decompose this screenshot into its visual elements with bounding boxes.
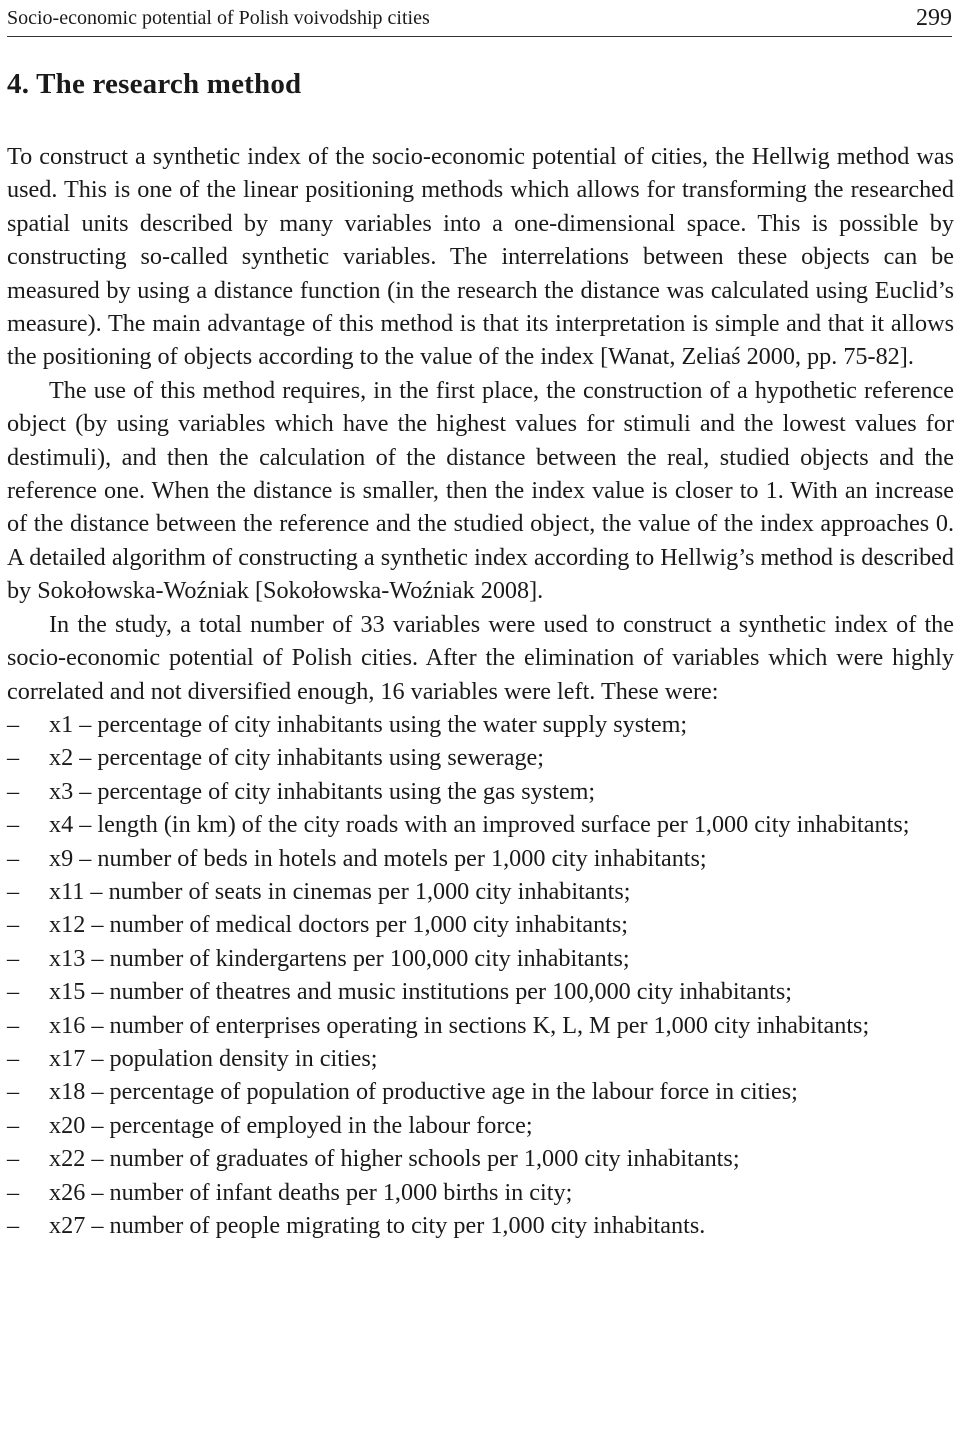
list-dash-marker: – [7, 1078, 20, 1106]
variable-list-item [7, 908, 954, 941]
list-dash-marker: – [7, 1044, 20, 1072]
section-title: 4. The research method [7, 68, 302, 100]
variable-list-item [7, 975, 954, 1008]
variable-list-item [7, 1109, 954, 1142]
list-dash-marker: – [7, 744, 20, 772]
variable-list-item [7, 708, 954, 741]
variable-description: x16 – number of enterprises operating in sections K, L, M per 1,000 city inhabitants; [49, 1011, 870, 1039]
variable-description: x20 – percentage of employed in the labour force; [49, 1111, 533, 1139]
variable-list-item [7, 741, 954, 774]
variable-list-item [7, 1075, 954, 1108]
variable-list-item [7, 1042, 954, 1075]
list-dash-marker: – [7, 877, 20, 905]
list-dash-marker: – [7, 844, 20, 872]
variable-list-item [7, 1209, 954, 1242]
variable-list [7, 708, 954, 1243]
variable-description: x15 – number of theatres and music institutions per 100,000 city inhabitants; [49, 978, 792, 1006]
paragraph-method-details: The use of this method requires, in the first place, the construction of a hypothetic reference object (by using variables which have the highest values for stimuli and the lowest values for destimuli), and then the calculation of the distance between the real, studied objects and the reference one. When the distance is smaller, then the index value is closer to 1. With an increase of the distance between the reference and the studied object, the value of the index approaches 0. A detailed algorithm of constructing a synthetic index according to Hellwig’s method is described by Sokołowska-Woźniak [Sokołowska-Woźniak 2008]. [7, 376, 954, 605]
list-dash-marker: – [7, 1111, 20, 1139]
paragraph-variables-intro: In the study, a total number of 33 variables were used to construct a synthetic index of the socio-economic potential of Polish cities. After the elimination of variables which were highly correlated and not diversified enough, 16 variables were left. These were: [7, 610, 954, 705]
page-number: 299 [916, 4, 952, 31]
list-dash-marker: – [7, 1011, 20, 1039]
header-rule [7, 36, 952, 37]
variable-description: x13 – number of kindergartens per 100,000 city inhabitants; [49, 944, 630, 972]
variable-description: x3 – percentage of city inhabitants using the gas system; [49, 777, 596, 805]
variable-list-item [7, 875, 954, 908]
paragraph-method-intro: To construct a synthetic index of the socio-economic potential of cities, the Hellwig method was used. This is one of the linear positioning methods which allows for transforming the researched spatial units described by many variables into a one-dimensional space. This is possible by constructing so-called synthetic variables. The interrelations between these objects can be measured by using a distance function (in the research the distance was calculated using Euclid’s measure). The main advantage of this method is that its interpretation is simple and that it allows the positioning of objects according to the value of the index [Wanat, Zeliaś 2000, pp. 75-82]. [7, 143, 954, 371]
variable-list-item [7, 808, 954, 841]
list-dash-marker: – [7, 710, 20, 738]
variable-description: x26 – number of infant deaths per 1,000 births in city; [49, 1178, 573, 1206]
variable-list-item [7, 1009, 954, 1042]
list-dash-marker: – [7, 1178, 20, 1206]
body-text [7, 140, 954, 1242]
variable-description: x2 – percentage of city inhabitants using sewerage; [49, 744, 545, 772]
variable-description: x9 – number of beds in hotels and motels per 1,000 city inhabitants; [49, 844, 707, 872]
list-dash-marker: – [7, 1212, 20, 1239]
list-dash-marker: – [7, 777, 20, 805]
list-dash-marker: – [7, 944, 20, 972]
variable-description: x4 – length (in km) of the city roads with an improved surface per 1,000 city inhabitants; [49, 811, 910, 839]
variable-list-item [7, 775, 954, 808]
running-title: Socio-economic potential of Polish voivodship cities [7, 6, 430, 29]
variable-description: x22 – number of graduates of higher schools per 1,000 city inhabitants; [49, 1145, 740, 1173]
variable-description: x17 – population density in cities; [49, 1044, 378, 1072]
list-dash-marker: – [7, 911, 20, 939]
running-header [7, 0, 952, 36]
list-dash-marker: – [7, 811, 20, 839]
variable-list-item [7, 1142, 954, 1175]
variable-list-item [7, 842, 954, 875]
list-dash-marker: – [7, 978, 20, 1006]
variable-description: x27 – number of people migrating to city per 1,000 city inhabitants. [49, 1212, 706, 1239]
variable-list-item [7, 1176, 954, 1209]
variable-description: x1 – percentage of city inhabitants using the water supply system; [49, 710, 688, 738]
list-dash-marker: – [7, 1145, 20, 1173]
variable-description: x11 – number of seats in cinemas per 1,000 city inhabitants; [49, 877, 631, 905]
variable-description: x12 – number of medical doctors per 1,000 city inhabitants; [49, 911, 629, 939]
variable-description: x18 – percentage of population of productive age in the labour force in cities; [49, 1078, 798, 1106]
variable-list-item [7, 942, 954, 975]
